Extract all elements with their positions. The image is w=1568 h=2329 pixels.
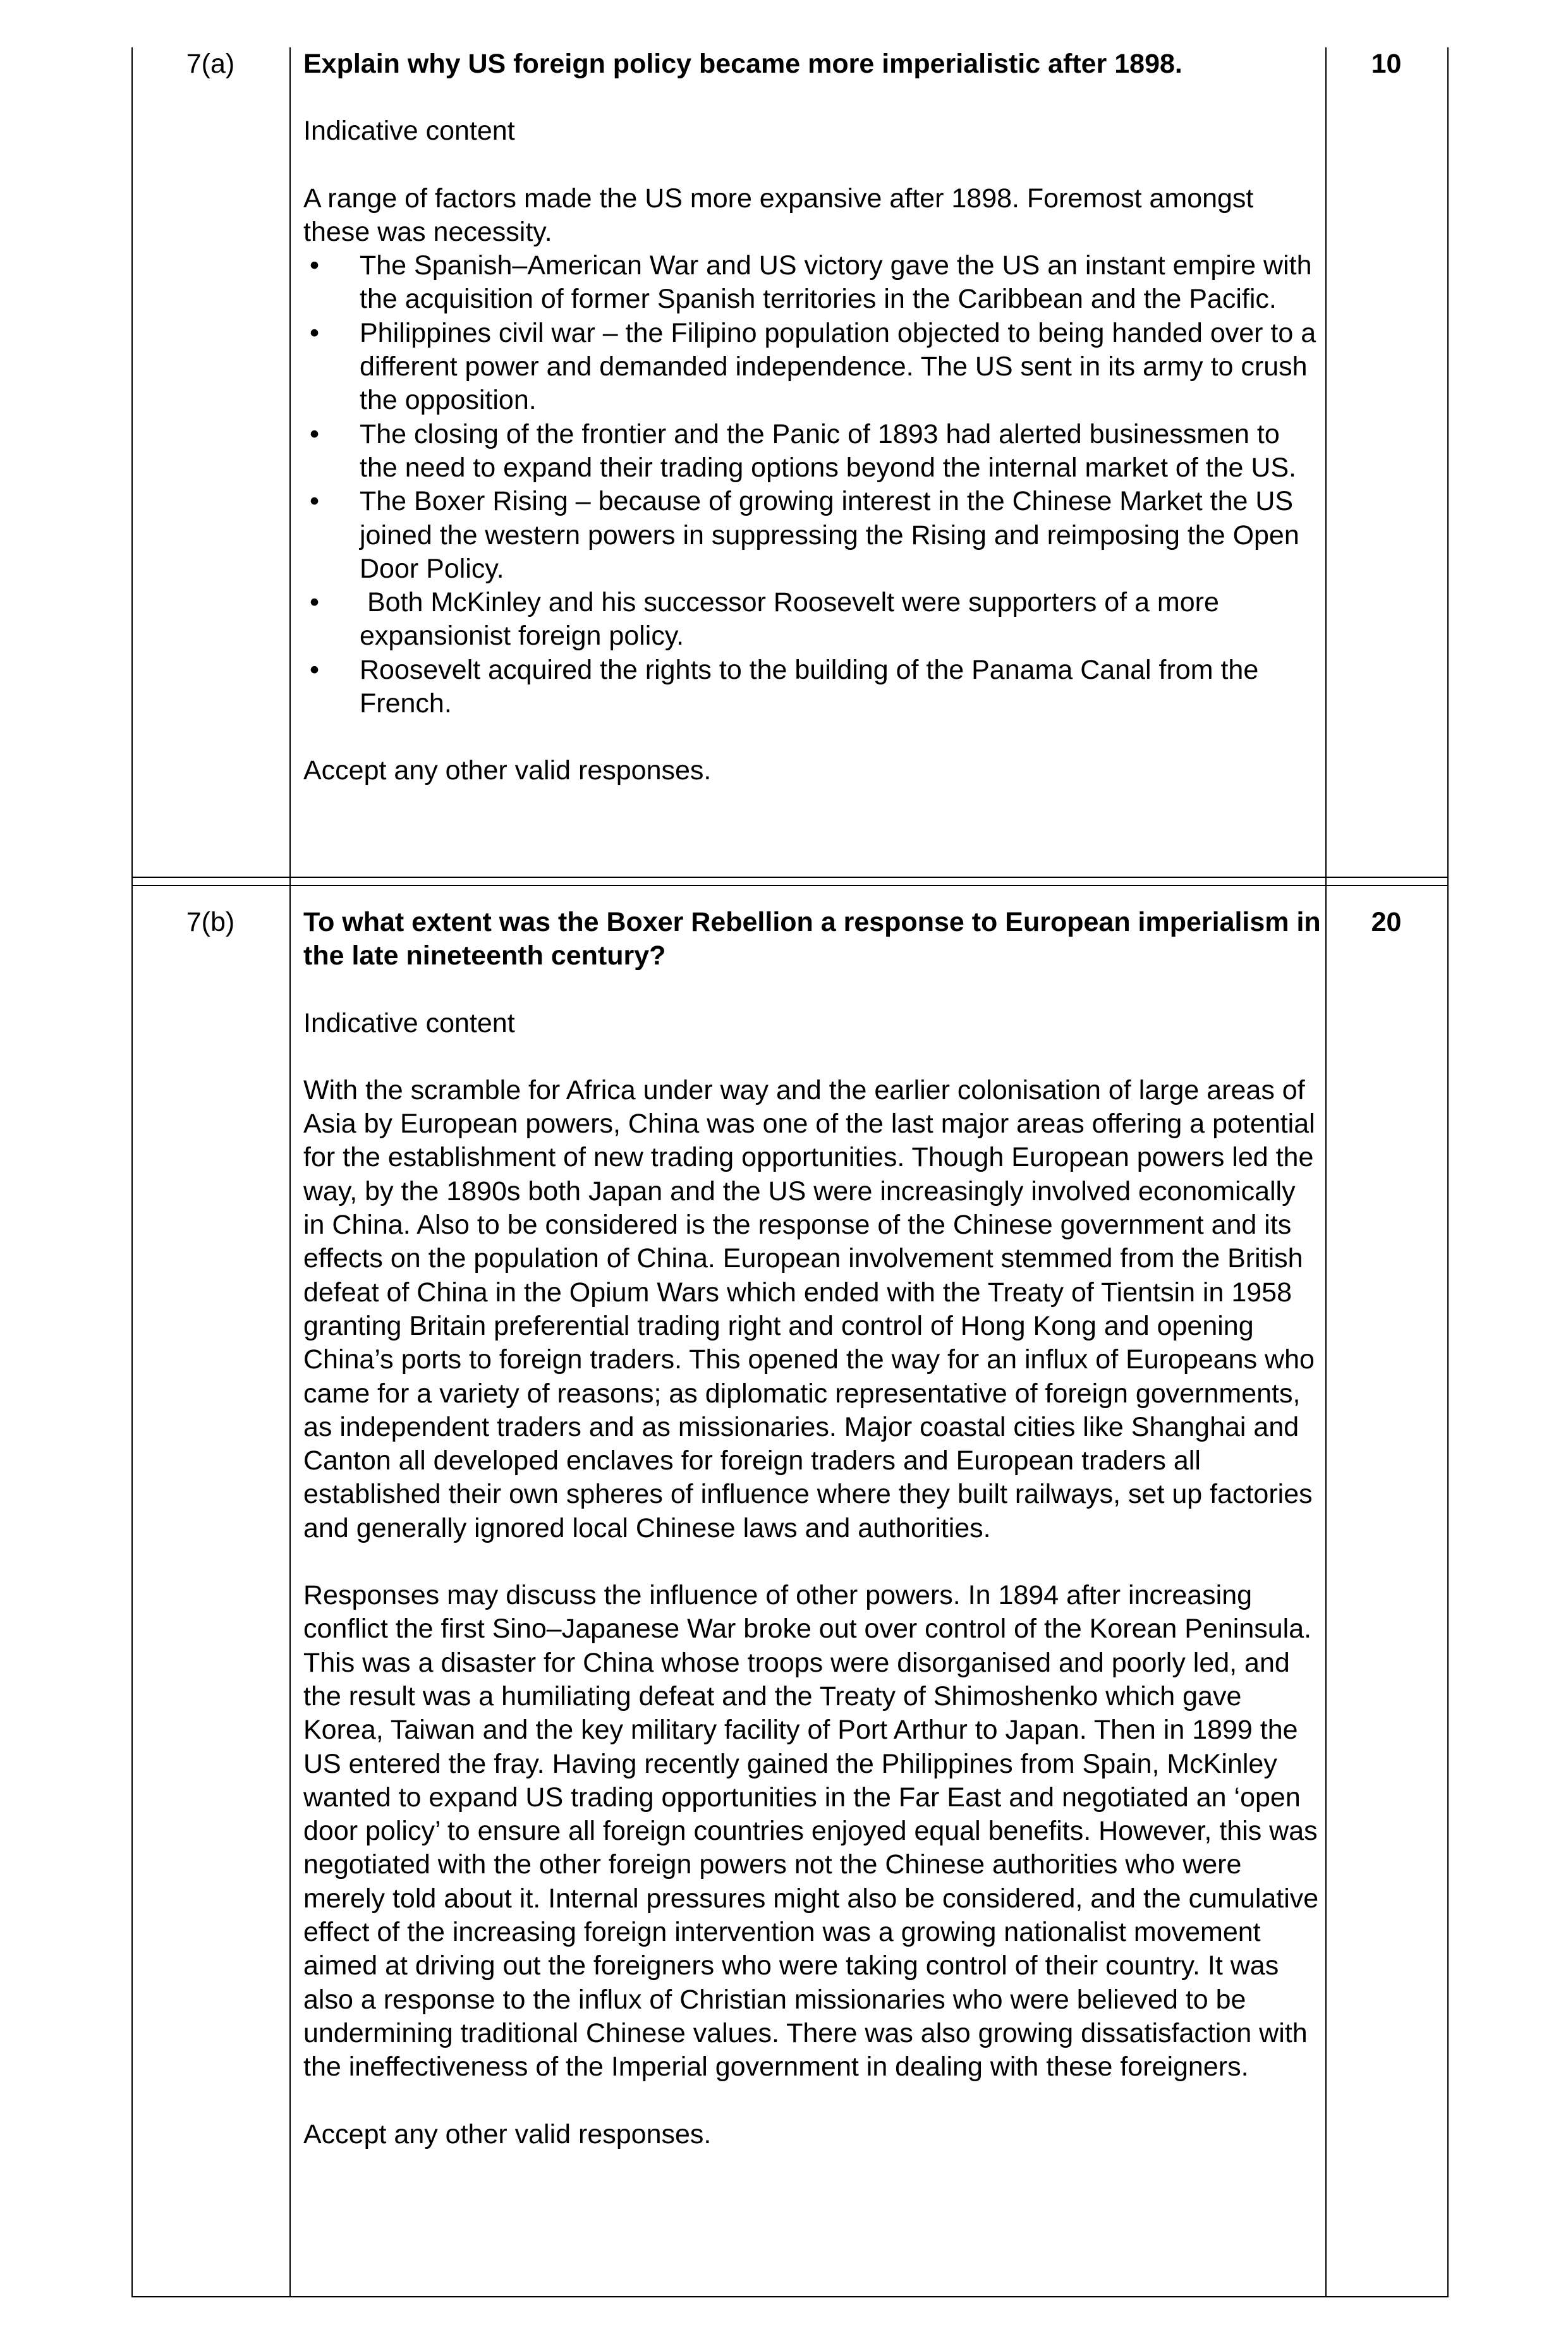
table-bottom-border: [131, 2296, 1449, 2297]
accept-note: Accept any other valid responses.: [303, 755, 712, 786]
question-number: 7(a): [186, 49, 235, 79]
column-divider-number: [289, 47, 291, 2297]
question-number: 7(b): [186, 907, 235, 937]
question-7a-content: [303, 47, 1321, 788]
question-marks: 10: [1371, 49, 1402, 79]
row-separator-top: [131, 877, 1449, 878]
accept-note: Accept any other valid responses.: [303, 2119, 712, 2150]
question-title: To what extent was the Boxer Rebellion a response to European imperialism in the late nineteenth century?: [303, 907, 1321, 971]
list-item: • Roosevelt acquired the rights to the building of the Panama Canal from the French.: [310, 654, 1259, 719]
intro-paragraph: A range of factors made the US more expansive after 1898. Foremost amongst these was necessity.: [303, 183, 1254, 247]
question-marks: 20: [1371, 907, 1402, 937]
row-separator-bottom: [131, 885, 1449, 886]
question-7b-content: [303, 906, 1321, 2151]
body-paragraph: With the scramble for Africa under way and the earlier colonisation of large areas of Asia by European powers, China was one of the last major areas offering a potential for the establishment of new trading opportunities. Though European powers led the way, by the 1890s both Japan and the US were increasingly involved economically in China. Also to be considered is the response of the Chinese government and its effects on the population of China. European involvement stemmed from the British defeat of China in the Opium Wars which ended with the Treaty of Tientsin in 1958 granting Britain preferential trading right and control of Hong Kong and opening China’s ports to foreign traders. This opened the way for an influx of Europeans who came for a variety of reasons; as diplomatic representative of foreign governments, as independent traders and as missionaries. Major coastal cities like Shanghai and Canton all developed enclaves for foreign traders and European traders all established their own spheres of influence where they built railways, set up factories and generally ignored local Chinese laws and authorities.: [303, 1074, 1315, 1543]
table-left-border: [131, 47, 133, 2297]
indicative-content-label: Indicative content: [303, 116, 515, 147]
list-item: • Both McKinley and his successor Roosevelt were supporters of a more expansionist foreign policy.: [310, 587, 1227, 652]
column-divider-marks: [1325, 47, 1327, 2297]
list-item: • The Boxer Rising – because of growing interest in the Chinese Market the US joined the western powers in suppressing the Rising and reimposing the Open Door Policy.: [310, 486, 1299, 584]
factor-list: [303, 249, 1321, 721]
bullet-icon: •: [310, 654, 320, 685]
bullet-icon: •: [310, 250, 320, 281]
bullet-icon: •: [310, 587, 320, 618]
list-item: • Philippines civil war – the Filipino population objected to being handed over to a different power and demanded independence. The US sent in its army to crush the opposition.: [310, 317, 1316, 416]
question-title: Explain why US foreign policy became more imperialistic after 1898.: [303, 49, 1182, 79]
list-item: • The closing of the frontier and the Panic of 1893 had alerted businessmen to the need to expand their trading options beyond the internal market of the US.: [310, 418, 1297, 483]
table-right-border: [1447, 47, 1449, 2297]
indicative-content-label: Indicative content: [303, 1007, 515, 1038]
list-item: • The Spanish–American War and US victory gave the US an instant empire with the acquisition of former Spanish territories in the Caribbean and the Pacific.: [310, 250, 1312, 315]
bullet-icon: •: [310, 317, 320, 348]
bullet-icon: •: [310, 418, 320, 449]
body-paragraph: Responses may discuss the influence of other powers. In 1894 after increasing conflict the first Sino–Japanese War broke out over control of the Korean Peninsula. This was a disaster for China whose troops were disorganised and poorly led, and the result was a humiliating defeat and the Treaty of Shimoshenko which gave Korea, Taiwan and the key military facility of Port Arthur to Japan. Then in 1899 the US entered the fray. Having recently gained the Philippines from Spain, McKinley wanted to expand US trading opportunities in the Far East and negotiated an ‘open door policy’ to ensure all foreign countries enjoyed equal benefits. However, this was negotiated with the other foreign powers not the Chinese authorities who were merely told about it. Internal pressures might also be considered, and the cumulative effect of the increasing foreign intervention was a growing nationalist movement aimed at driving out the foreigners who were taking control of their country. It was also a response to the influx of Christian missionaries who were believed to be undermining traditional Chinese values. There was also growing dissatisfaction with the ineffectiveness of the Imperial government in dealing with these foreigners.: [303, 1580, 1319, 2083]
bullet-icon: •: [310, 486, 320, 517]
